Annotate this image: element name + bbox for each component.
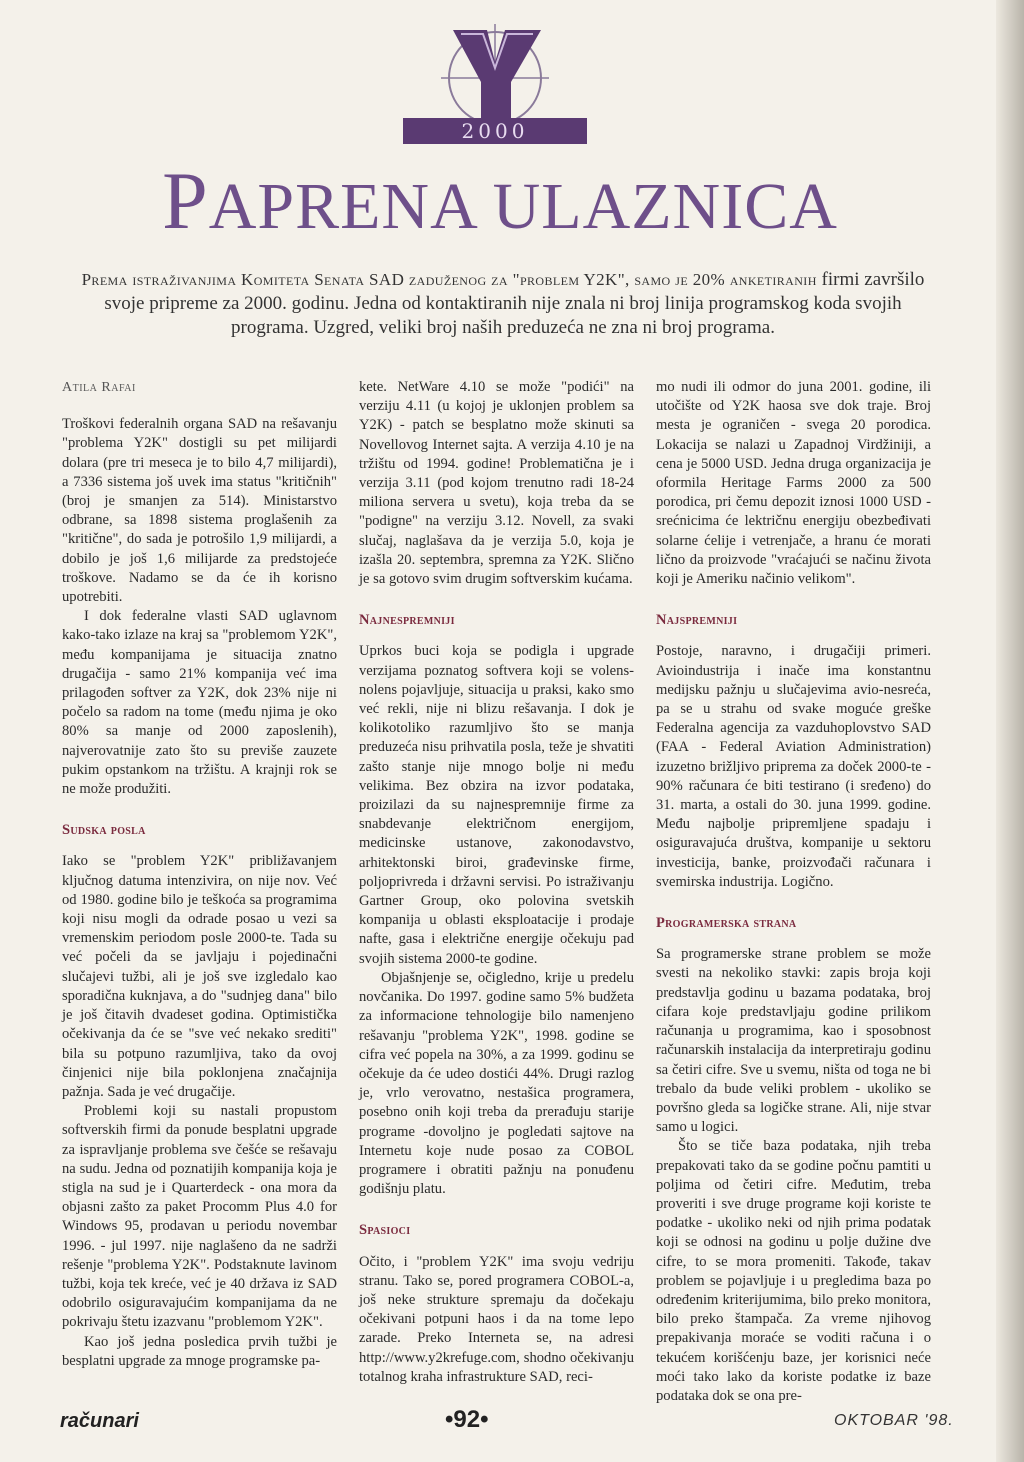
- paragraph: mo nudi ili odmor do juna 2001. godine, ili utočište od Y2K haosa sve dok traje. Broj mesta je ograničen - svega 20 porodica. Lokacija se nalazi u Zapadnoj Virdžiniji, a cena je 5000 USD. Jedna druga organizacija je oformila Heritage Farms 2000 za 500 porodica, pri čemu depozit iznosi 1000 USD - srećnicima će lektričnu energiju obezbeđivati solarne ćelije i vetrenjače, a hranu će morati lično da proizvode "vraćajući se načinu života koji je Ameriku načinio velikom".: [656, 379, 931, 588]
- article-lede: [68, 268, 938, 340]
- article-title: PAPRENA ULAZNICA: [162, 155, 838, 246]
- column-2: [359, 378, 634, 1387]
- paragraph: I dok federalne vlasti SAD uglavnom kako-tako izlaze na kraj sa "problemom Y2K", među kompanijama je situacija znatno drugačija - samo 21% kompanija već ima prilagođen softver za Y2K, dok 23% nije ni počelo sa radom na tome (među njima je oko 80% sa manje od 2000 zaposlenih), najverovatnije zato što su previše zauzete pukim opstankom na tržištu. A krajnji rok se ne može produžiti.: [62, 608, 337, 798]
- y2k-logo-icon: [395, 20, 595, 148]
- section-heading: Sudska posla: [62, 822, 146, 839]
- column-1: [62, 378, 337, 1371]
- section-heading: Najnespremniji: [359, 612, 455, 629]
- paragraph: kete. NetWare 4.10 se može "podići" na verziju 4.11 (u kojoj je uklonjen problem sa Y2K) - patch se besplatno može skinuti sa Novellovog Internet sajta. A verzija 4.10 je na tržištu od 1994. godine! Problematična je i verzija 3.11 (pod kojom trenutno radi 18-24 miliona servera u svetu), koja treba da se "podigne" na verziju 3.12. Novell, za svaki slučaj, naglašava da je verzija 5.0, koja je izašla 20. septembra, spremna za Y2K. Slično je sa gotovo svim drugim softverskim kućama.: [359, 379, 634, 588]
- paragraph: Postoje, naravno, i drugačiji primeri. Avioindustrija i inače ima konstantnu medijsku pažnju u slučajevima avio-nesreća, pa se u strahu od svake moguće greške Federalna agencija za vazduhoplovstvo SAD (FAA - Federal Aviation Administration) izuzetno brižljivo priprema za doček 2000-te - 90% računara će biti testirano (i sređeno) do 31. marta, a ostali do 30. juna 1999. godine. Među najbolje pripremljene spadaju i osiguravajuća društva, kompanije u sektoru investicija, banke, proizvođači računara i svemirska industrija. Logično.: [656, 643, 931, 890]
- section-heading: Spasioci: [359, 1222, 411, 1239]
- issue-date: OKTOBAR '98.: [834, 1412, 954, 1429]
- author-name: Atila Rafai: [62, 380, 136, 395]
- paragraph: Sa programerske strane problem se može svesti na nekoliko stavki: zapis broja koji predstavlja godinu u bazama podataka, broj cifara koje predstavljaju godine prilikom računanja u programima, kao i sposobnost računarskih instalacija da interpretiraju godinu sa četiri cifre. Sve u svemu, ništa od toga ne bi trebalo da bude veliki problem - ukoliko se površno gleda sa logičke strane. Ali, nije stvar samo u logici.: [656, 946, 931, 1136]
- lede-text: firmi završilo svoje pripreme za 2000. godinu. Jedna od kontaktiranih nije znala ni broj linija programskog koda svojih programa. Uzgred, veliki broj naših preduzeća ne zna ni broj programa.: [104, 269, 925, 338]
- section-heading: Najspremniji: [656, 612, 738, 629]
- paragraph: Očito, i "problem Y2K" ima svoju vedriju stranu. Tako se, pored programera COBOL-a, još neke strukture spremaju da dočekaju očekivani potpuni haos i da na tome lepo zarade. Preko Interneta se, na adresi http://www.y2krefuge.com, shodno očekivanju totalnog kraha infrastrukture SAD, reci-: [359, 1253, 634, 1385]
- paragraph: Objašnjenje se, očigledno, krije u predelu novčanika. Do 1997. godine samo 5% budžeta za informacione tehnologije bilo namenjeno rešavanju "problema Y2K", 1998. godine se cifra već popela na 30%, a za 1999. godinu se očekuje da će udeo dostići 44%. Drugi razlog je, vrlo verovatno, nestašica programera, posebno onih koji treba da prerađuju starije programe -dovoljno je pogledati sajtove na Internetu koje nude posao za COBOL programere i obratiti pažnju na ponuđenu godišnju platu.: [359, 969, 634, 1198]
- magazine-name: računari: [60, 1410, 139, 1432]
- lede-smallcaps: Prema istraživanjima Komiteta Senata SAD zaduženog za "problem Y2K", samo je 20% anketiranih: [81, 270, 817, 289]
- page-edge-shadow: [996, 0, 1024, 1462]
- section-heading: Programerska strana: [656, 915, 797, 932]
- paragraph: Kao još jedna posledica prvih tužbi je besplatni upgrade za mnoge programske pa-: [62, 1333, 337, 1369]
- paragraph: Što se tiče baza podataka, njih treba prepakovati tako da se godine počnu pamtiti u poljima od četiri cifre. Međutim, treba proveriti i sve druge programe koji koriste te podatke - ukoliko neki od njih prima podatak koji se odnosi na godinu u polje dužine dve cifre, to se mora promeniti. Takođe, takav problem se pojavljuje i u pregledima baza po određenim kriterijumima, bilo preko monitora, bilo preko štampača. Za vreme njihovog prepakivanja moraće se voditi računa i o tekućem korišćenju baze, jer korisnici neće moći tako lako da koriste podatke iz baze podataka dok se ona pre-: [656, 1138, 931, 1404]
- paragraph: Iako se "problem Y2K" približavanjem ključnog datuma intenzivira, on nije nov. Već od 1980. godine bilo je teškoća sa programima koji nisu mogli da odrade posao u vezi sa vremenskim periodom posle 2000-te. Tada su već počeli da se javljaju i pojedinačni slučajevi tužbi, ali je još sve izgledalo kao sporadična kuknjava, a do "sudnjeg dana" bilo je još čitavih dvadeset godina. Optimistička očekivanja da će se "sve već nekako srediti" bila su potpuno razumljiva, tako da ovoj činjenici nije bila poklonjena značajnija pažnja. Sada je već drugačije.: [62, 853, 337, 1100]
- paragraph: Uprkos buci koja se podigla i upgrade verzijama poznatog softvera koji se volens-nolens pojavljuje, situacija u praksi, kako smo već rekli, nije ni blizu rešavanja. I dok je kolikotoliko razumljivo što se manja preduzeća nisu prihvatila posla, teže je shvatiti zašto stanje nije mnogo bolje ni među velikima. Bez obzira na izvor podataka, proizilazi da su najnespremnije firme za snabdevanje električnom energijom, medicinske ustanove, zakonodavstvo, arhitektonski biroi, građevinske firme, poljoprivreda i državni servisi. Po istraživanju Gartner Group, oko polovina svetskih kompanija u oblasti eksploatacije i prodaje nafte, gasa i električne energije očekuju pad svojih sistema 2000-te godine.: [359, 643, 634, 967]
- paragraph: Problemi koji su nastali propustom softverskih firmi da ponude besplatni upgrade za ispravljanje problema sve češće se rešavaju na sudu. Jedna od poznatijih kompanija koja je stigla na sud je i Quarterdeck - ona mora da objasni zašto za paket Procomm Plus 4.0 for Windows 95, prodavan u periodu novembar 1996. - jul 1997. nije naglašeno da ne sadrži rešenje "problema Y2K". Podstaknute lavinom tužbi, koja tek kreće, već je 40 država iz SAD odobrilo osiguravajućim kompanijama da ne pokrivaju štetu izazvanu "problemom Y2K".: [62, 1103, 337, 1331]
- column-3: [656, 378, 931, 1406]
- logo-text: 2000: [461, 119, 529, 143]
- page-number: •92•: [445, 1406, 489, 1433]
- paragraph: Troškovi federalnih organa SAD na rešavanju "problema Y2K" dostigli su pet milijardi dolara (pre tri meseca je to bilo 4,7 milijardi), a 7336 sistema još uvek ima status "kritičnih" (broj je smanjen za 514). Ministarstvo odbrane, sa 1898 sistema proglašenih za "kritične", do sada je potrošilo 1,9 milijardi, a dobilo je još 1,6 milijarde za predstojeće troškove. Nadamo se da će ih korisno upotrebiti.: [62, 416, 337, 606]
